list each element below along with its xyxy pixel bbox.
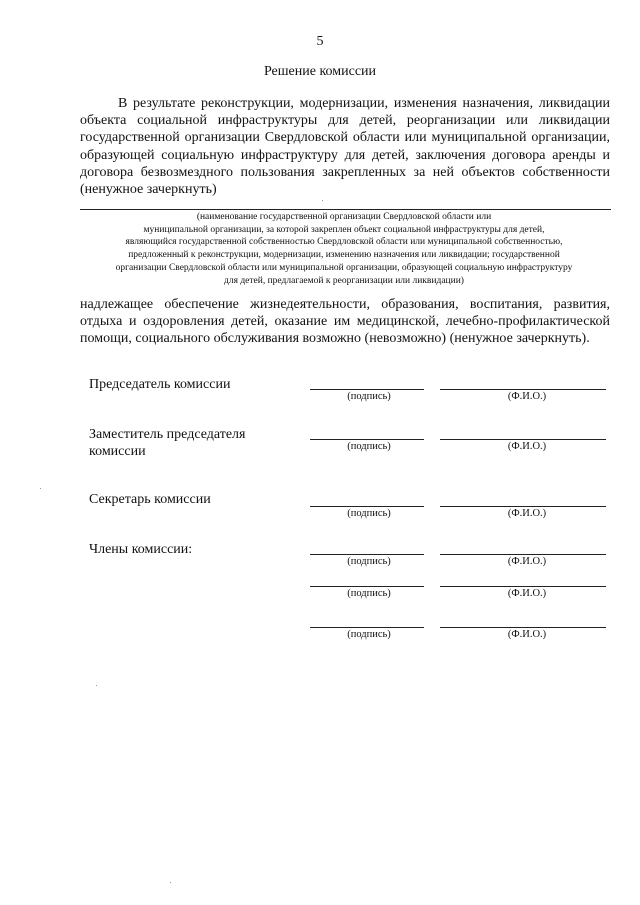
chairman-name-line xyxy=(440,389,606,390)
page-number: 5 xyxy=(316,34,324,49)
conclusion-paragraph: надлежащее обеспечение жизнедеятельности, образования, воспитания, развития, отдыха и оздоровления детей, оказание им медицинской, лечебно-профилактической помощи, социального обслуживания возможно (невозможно) (ненужное зачеркнуть). xyxy=(80,297,610,347)
name-hint: (Ф.И.О.) xyxy=(507,441,547,452)
secretary-name-line xyxy=(440,506,606,507)
decision-paragraph: В результате реконструкции, модернизации, изменения назначения, ликвидации объекта социальной инфраструктуры для детей, реорганизации или ликвидации государственной организации Свердловской области или муниципальной организации, образующей социальную инфраструктуру для детей, заключения договора аренды и договора безвозмездного пользования закрепленных за ней объектов собственности (ненужное зачеркнуть) xyxy=(80,96,610,198)
deputy-signature-line xyxy=(310,439,424,440)
member-name-line xyxy=(440,554,606,555)
organization-fill-line xyxy=(80,209,611,210)
secretary-signature-line xyxy=(310,506,424,507)
caption-line: муниципальной организации, за которой закреплен объект социальной инфраструктуры для детей, xyxy=(143,224,545,235)
scan-speck xyxy=(96,685,97,686)
name-hint: (Ф.И.О.) xyxy=(507,391,547,402)
signature-hint: (подпись) xyxy=(347,629,391,640)
signature-hint: (подпись) xyxy=(347,508,391,519)
deputy-label xyxy=(89,426,245,460)
scan-speck xyxy=(322,200,323,201)
scan-speck xyxy=(170,882,171,883)
name-hint: (Ф.И.О.) xyxy=(507,588,547,599)
chairman-signature-line xyxy=(310,389,424,390)
name-hint: (Ф.И.О.) xyxy=(507,629,547,640)
member-signature-line xyxy=(310,627,424,628)
signature-hint: (подпись) xyxy=(347,588,391,599)
deputy-label-line-2: комиссии xyxy=(89,444,146,459)
page-title: Решение комиссии xyxy=(263,64,377,79)
member-name-line xyxy=(440,627,606,628)
signature-hint: (подпись) xyxy=(347,556,391,567)
deputy-name-line xyxy=(440,439,606,440)
members-label: Члены комиссии: xyxy=(89,542,193,557)
organization-caption xyxy=(78,211,610,287)
chairman-label: Председатель комиссии xyxy=(89,377,231,392)
caption-line: предложенный к реконструкции, модернизации, изменению назначения или ликвидации; государственной xyxy=(128,250,560,261)
name-hint: (Ф.И.О.) xyxy=(507,508,547,519)
caption-line: являющийся государственной собственностью Свердловской области или муниципальной собственностью, xyxy=(125,237,563,248)
secretary-label: Секретарь комиссии xyxy=(89,492,211,507)
signature-hint: (подпись) xyxy=(347,391,391,402)
caption-line: для детей, предлагаемой к реорганизации или ликвидации) xyxy=(224,275,464,286)
deputy-label-line-1: Заместитель председателя xyxy=(89,427,246,442)
signature-hint: (подпись) xyxy=(347,441,391,452)
member-name-line xyxy=(440,586,606,587)
scan-speck xyxy=(40,488,41,489)
name-hint: (Ф.И.О.) xyxy=(507,556,547,567)
member-signature-line xyxy=(310,554,424,555)
caption-line: (наименование государственной организации Свердловской области или xyxy=(196,212,492,222)
caption-line: организации Свердловской области или муниципальной организации, образующей социальную инфраструктуру xyxy=(115,262,573,273)
member-signature-line xyxy=(310,586,424,587)
